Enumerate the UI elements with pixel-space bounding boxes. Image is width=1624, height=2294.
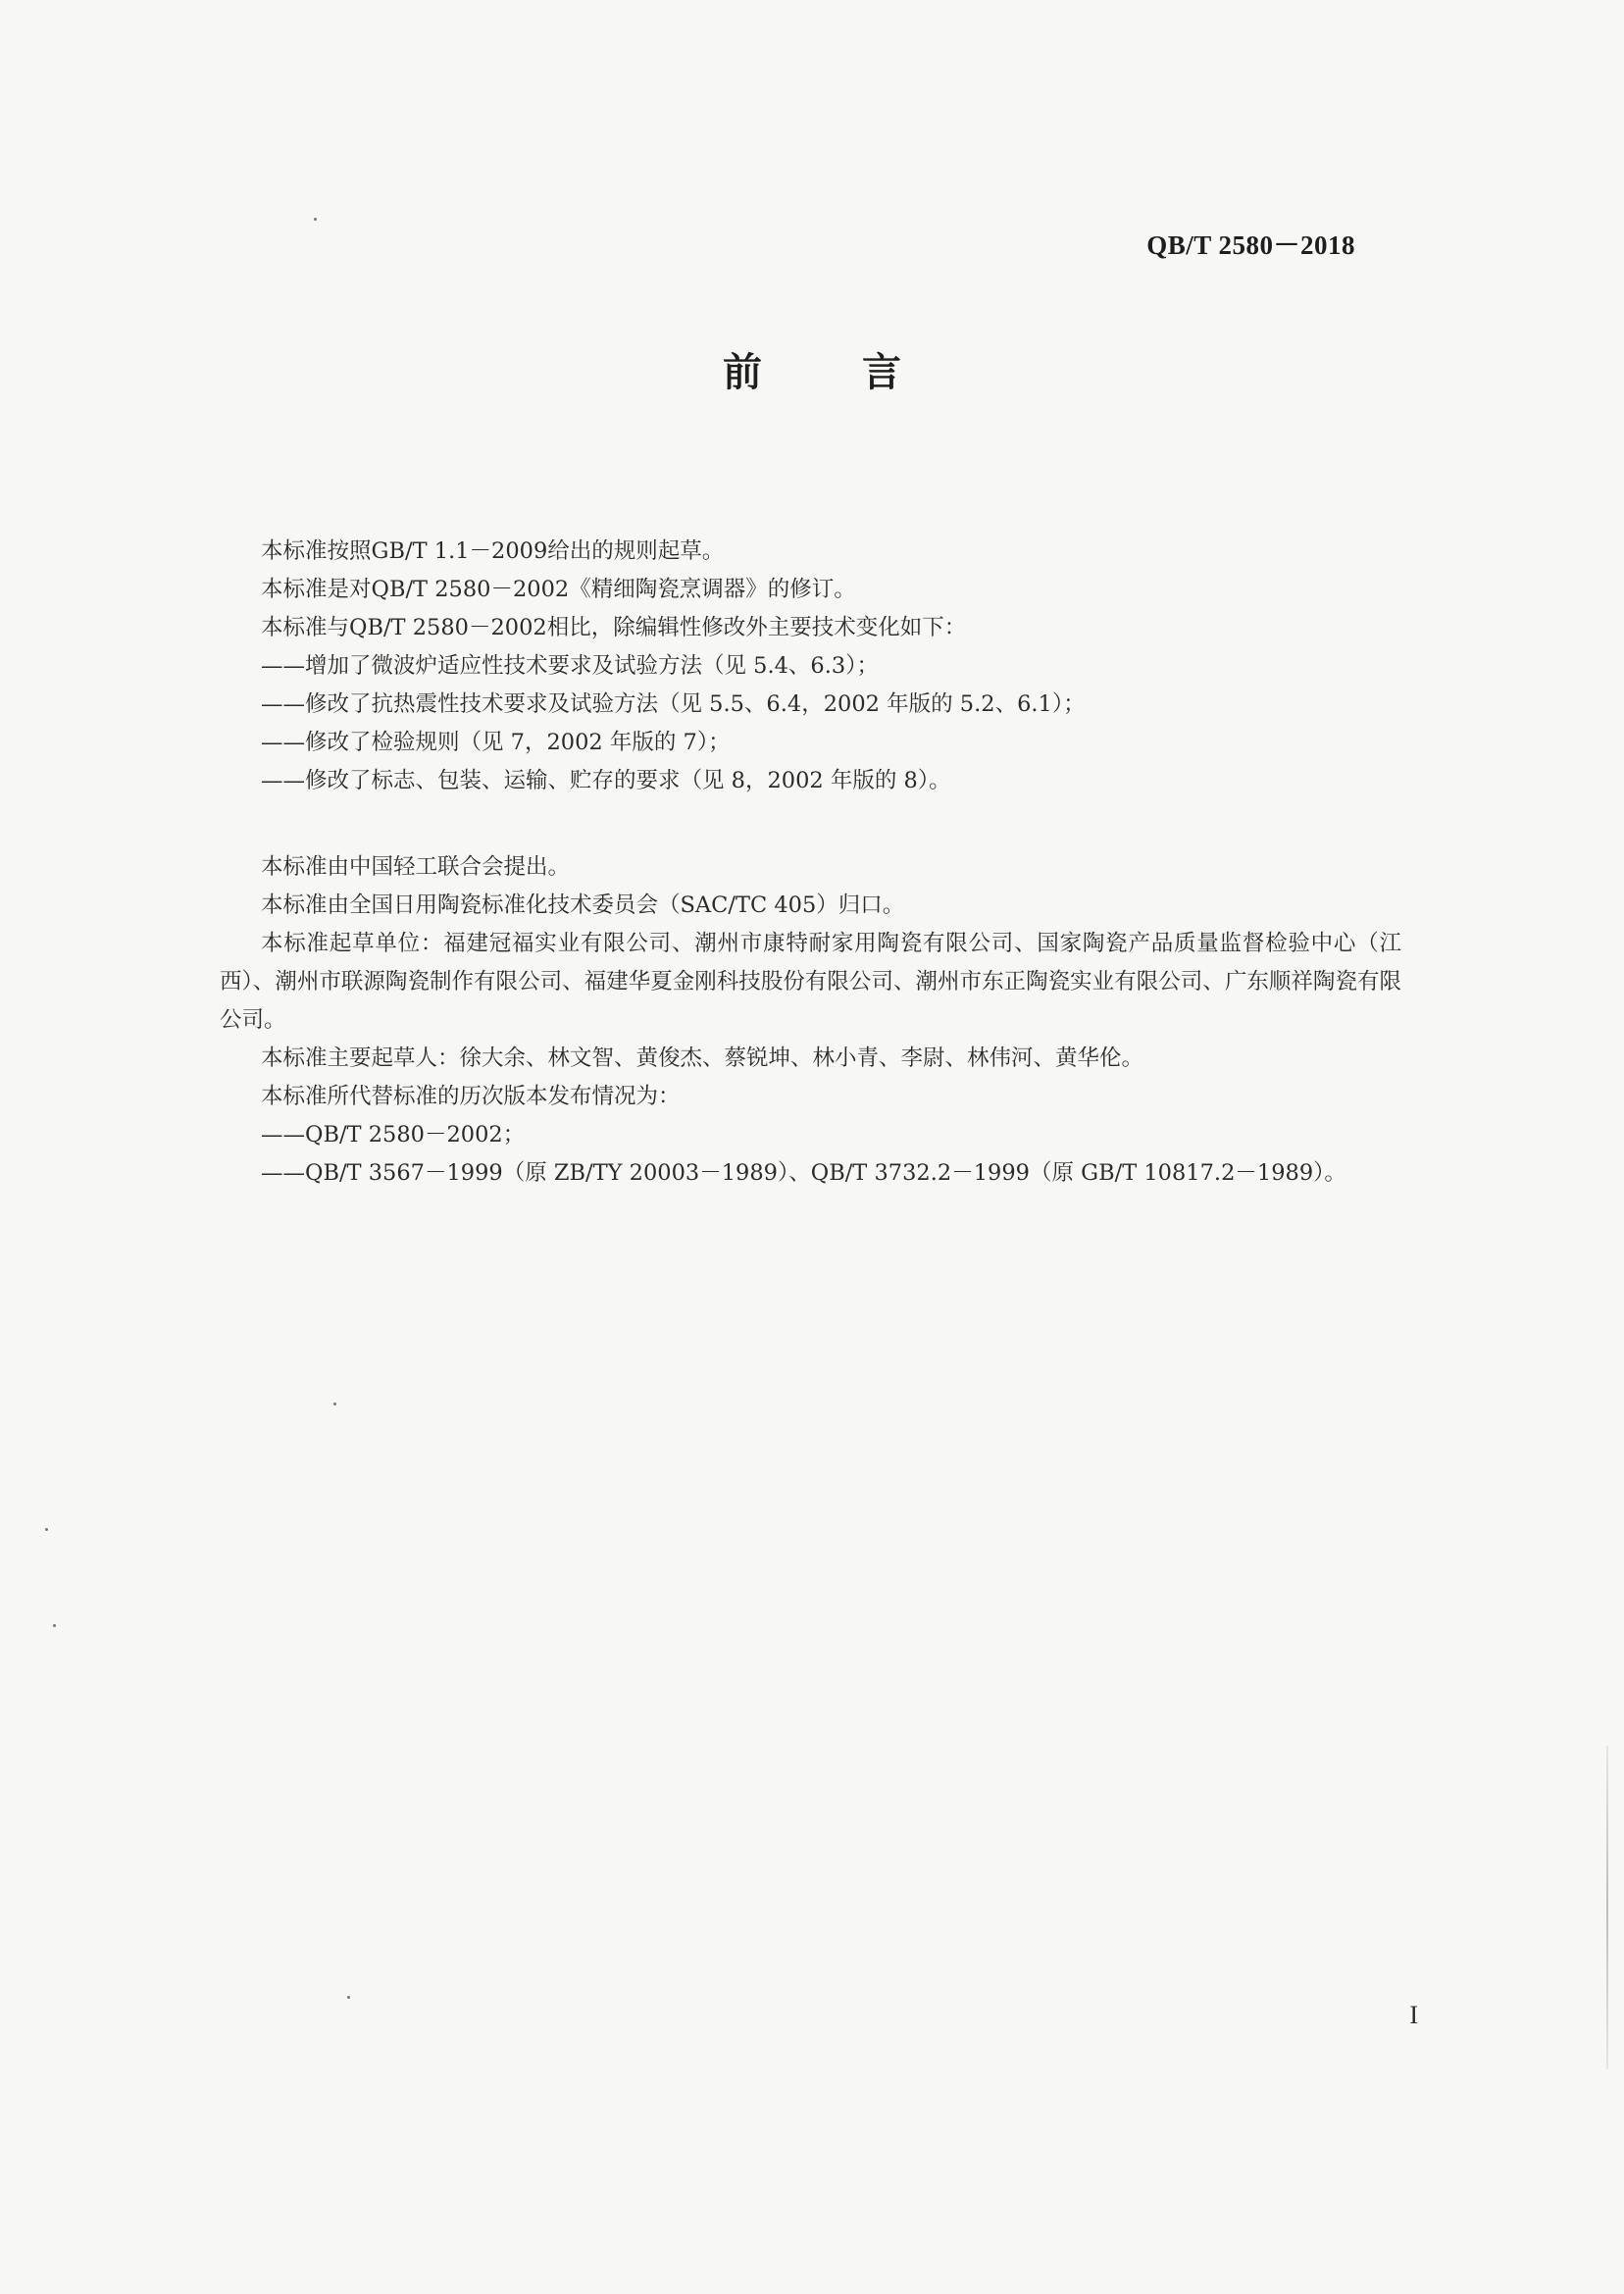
scan-speck	[45, 1528, 48, 1531]
paragraph-main-drafters: 本标准主要起草人：徐大余、林文智、黄俊杰、蔡锐坤、林小青、李尉、林伟河、黄华伦。	[261, 1045, 1144, 1071]
change-item: ——增加了微波炉适应性技术要求及试验方法（见 5.4、6.3）；	[261, 653, 879, 679]
paragraph-revision-of: 本标准是对QB/T 2580－2002《精细陶瓷烹调器》的修订。	[261, 577, 856, 602]
paragraph-centralized-by: 本标准由全国日用陶瓷标准化技术委员会（SAC/TC 405）归口。	[261, 892, 905, 918]
history-item: ——QB/T 2580－2002；	[261, 1122, 526, 1147]
paragraph-history-intro: 本标准所代替标准的历次版本发布情况为：	[261, 1084, 681, 1109]
scan-speck	[53, 1624, 56, 1627]
paragraph-proposed-by: 本标准由中国轻工联合会提出。	[261, 854, 571, 880]
page-number: I	[1409, 2001, 1418, 2029]
history-item: ——QB/T 3567－1999（原 ZB/TY 20003－1989）、QB/T 3732.2－1999（原 GB/T 10817.2－1989）。	[261, 1160, 1346, 1186]
scan-speck	[314, 218, 317, 221]
scan-edge-artifact	[1606, 1746, 1608, 2069]
standard-number: QB/T 2580－2018	[1146, 230, 1355, 260]
paragraph-drafting-units: 本标准起草单位：福建冠福实业有限公司、潮州市康特耐家用陶瓷有限公司、国家陶瓷产品质量监督检验中心（江西）、潮州市联源陶瓷制作有限公司、福建华夏金刚科技股份有限公司、潮州市东正陶瓷实业有限公司、广东顺祥陶瓷有限公司。	[220, 931, 1401, 1033]
change-item: ——修改了抗热震性技术要求及试验方法（见 5.5、6.4，2002 年版的 5.2、6.1）；	[261, 691, 1086, 717]
paragraph-main-changes: 本标准与QB/T 2580－2002相比，除编辑性修改外主要技术变化如下：	[261, 615, 967, 640]
page-title: 前 言	[723, 350, 944, 395]
change-item: ——修改了检验规则（见 7，2002 年版的 7）；	[261, 730, 731, 755]
scan-speck	[347, 1996, 350, 1999]
paragraph-drafting-rules: 本标准按照GB/T 1.1－2009给出的规则起草。	[261, 538, 725, 564]
foreword-body	[220, 533, 1401, 1193]
scan-speck	[333, 1402, 336, 1405]
change-item: ——修改了标志、包装、运输、贮存的要求（见 8，2002 年版的 8）。	[261, 768, 951, 793]
paragraph-gap	[220, 800, 1401, 848]
